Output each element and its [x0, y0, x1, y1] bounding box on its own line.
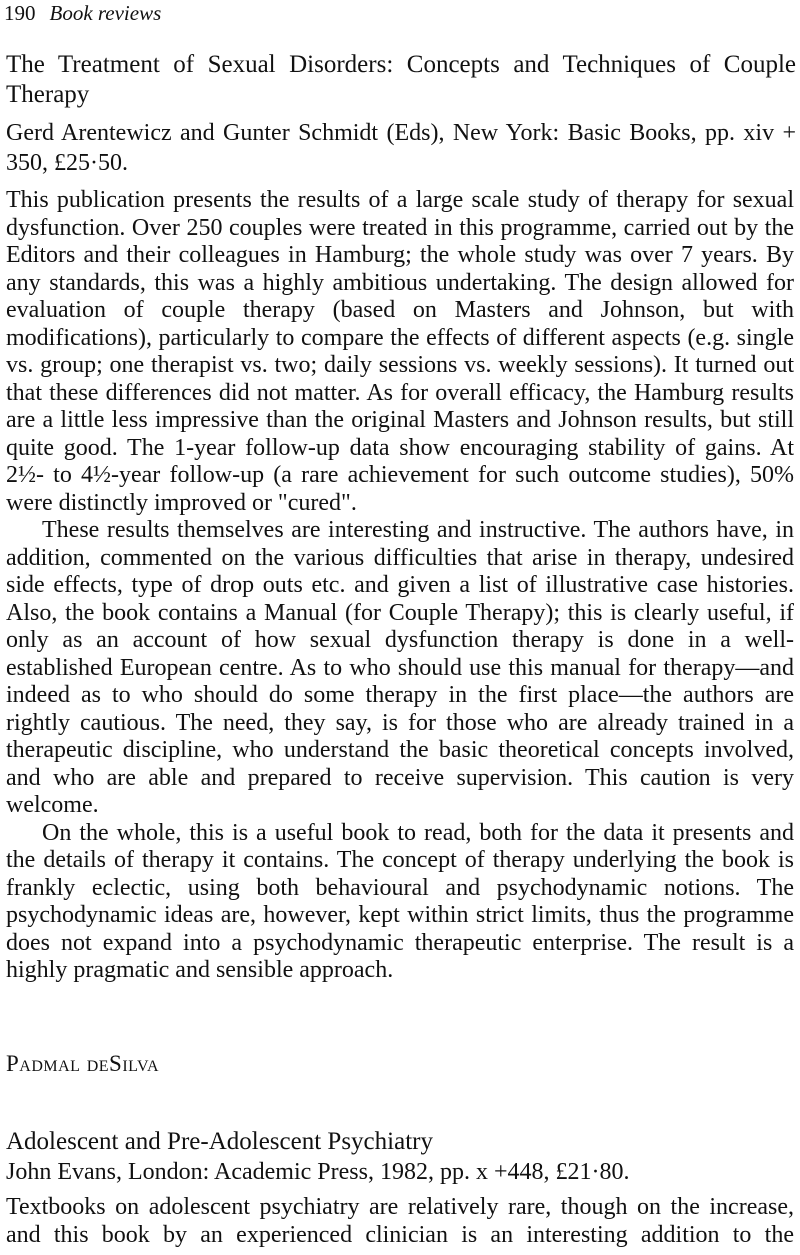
review-2-title: Adolescent and Pre-Adolescent Psychiatry [6, 1128, 433, 1155]
page-number: 190 [4, 1, 36, 25]
review-2-paragraph: Textbooks on adolescent psychiatry are relatively rare, though on the increase, and this book by an experienced clinician is an interesting addition to the [6, 1194, 794, 1248]
running-header [4, 0, 161, 26]
review-1-paragraph: These results themselves are interesting and instructive. The authors have, in addition, commented on the various difficulties that arise in therapy, undesired side effects, type of drop outs etc. and given a list of illustrative case histories. Also, the book contains a Manual (for Couple Therapy); this is clearly useful, if only as an account of how sexual dysfunction therapy is done in a well-established European centre. As to who should use this manual for therapy—and indeed as to who should do some therapy in the first place—the authors are rightly cautious. The need, they say, is for those who are already trained in a therapeutic discipline, who understand the basic theoretical concepts involved, and who are able and prepared to receive supervision. This caution is very welcome. [6, 517, 794, 818]
review-1-bibliography: Gerd Arentewicz and Gunter Schmidt (Eds), New York: Basic Books, pp. xiv + 350, £25·50. [6, 120, 796, 176]
running-title: Book reviews [49, 1, 162, 25]
reviewer-signature: Padmal deSilva [6, 1051, 160, 1076]
review-1-body [6, 187, 794, 985]
review-2-body [6, 1194, 794, 1249]
review-1-title: The Treatment of Sexual Disorders: Concepts and Techniques of Couple Therapy [6, 51, 796, 108]
review-1-paragraph: This publication presents the results of a large scale study of therapy for sexual dysfunction. Over 250 couples were treated in this programme, carried out by the Editors and their colleagues in Hamburg; the whole study was over 7 years. By any standards, this was a highly ambitious undertaking. The design allowed for evaluation of couple therapy (based on Masters and Johnson, but with modifications), particularly to compare the effects of different aspects (e.g. single vs. group; one therapist vs. two; daily sessions vs. weekly sessions). It turned out that these differences did not matter. As for overall efficacy, the Hamburg results are a little less impressive than the original Masters and Johnson results, but still quite good. The 1-year follow-up data show encouraging stability of gains. At 2½- to 4½-year follow-up (a rare achievement for such outcome studies), 50% were distinctly improved or "cured". [6, 187, 794, 516]
review-2-bibliography: John Evans, London: Academic Press, 1982, pp. x +448, £21·80. [6, 1159, 630, 1185]
review-1-paragraph: On the whole, this is a useful book to read, both for the data it presents and the details of therapy it contains. The concept of therapy underlying the book is frankly eclectic, using both behavioural and psychodynamic notions. The psychodynamic ideas are, however, kept within strict limits, thus the programme does not expand into a psychodynamic therapeutic enterprise. The result is a highly pragmatic and sensible approach. [6, 819, 794, 983]
